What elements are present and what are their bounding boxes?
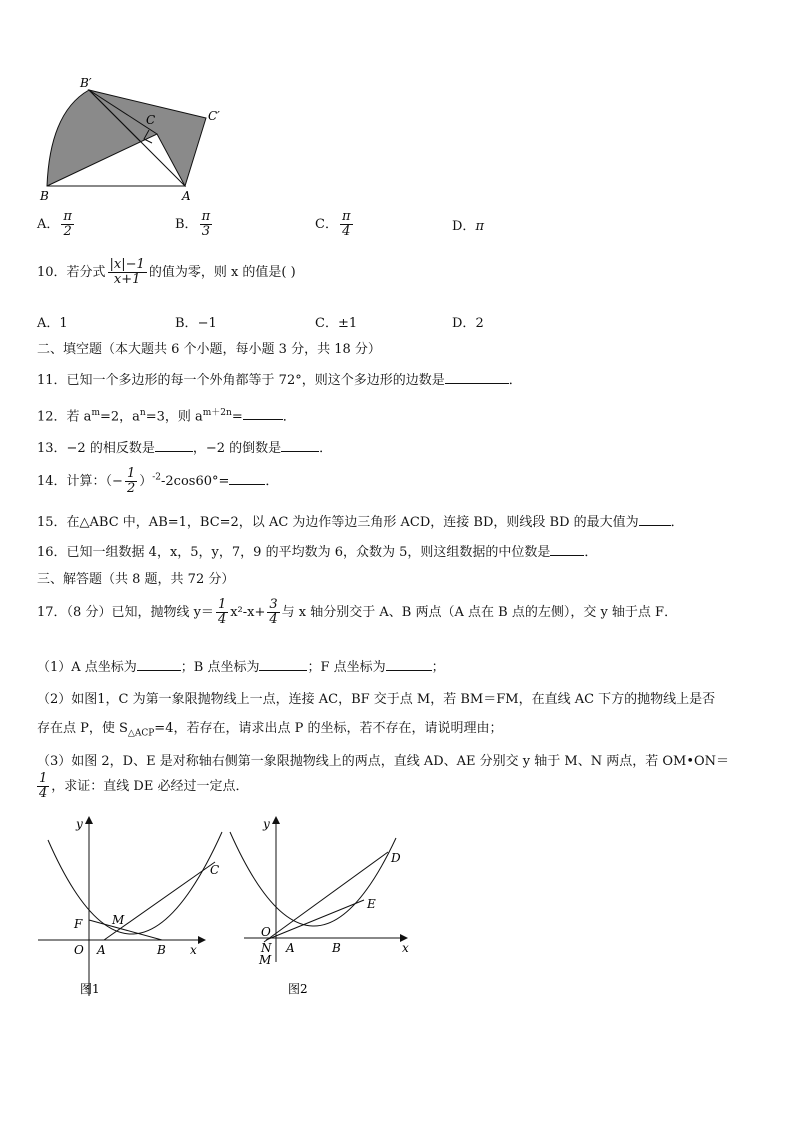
label-e: E bbox=[367, 897, 376, 911]
label-y: y bbox=[263, 817, 270, 831]
q10-option-b[interactable]: B．−1 bbox=[175, 316, 217, 331]
label-c: C bbox=[146, 113, 156, 127]
label-c: C bbox=[210, 863, 220, 877]
label-a: A bbox=[97, 943, 106, 957]
label-f: F bbox=[74, 917, 83, 931]
question-12: 12．若 $a^m=2$，$a^n=3$，则 $a^{m+2n}=$ ． bbox=[37, 408, 296, 425]
figure-2 bbox=[228, 812, 428, 1002]
q9-option-a[interactable]: A． $\frac{\pi}{2}$ bbox=[37, 209, 72, 239]
answer-blank[interactable] bbox=[386, 658, 432, 671]
figure-1-caption: 图1 bbox=[80, 982, 100, 996]
q10-option-a[interactable]: A．1 bbox=[37, 316, 68, 331]
label-o: O bbox=[261, 925, 271, 939]
question-17-part-3-line-2: $\frac{1}{4}$ ，求证：直线 DE 必经过一定点． bbox=[39, 771, 249, 801]
y-axis-arrow bbox=[272, 816, 280, 824]
question-17: 17．（8 分）已知，抛物线 y＝ $\frac{1}{4}$ x²-x+ $\frac{3}{4}$ 与 x 轴分别交于 A、B 两点（A 点在 B 点的左侧），交 y 轴于点 F． bbox=[37, 597, 678, 627]
question-13: 13．−2 的相反数是 ，−2 的倒数是 ． bbox=[37, 441, 333, 456]
label-o: O bbox=[74, 943, 84, 957]
q9-option-d[interactable]: D．π bbox=[452, 219, 484, 234]
figure-2-caption: 图2 bbox=[288, 982, 308, 996]
answer-blank[interactable] bbox=[137, 658, 181, 671]
answer-blank[interactable] bbox=[445, 371, 509, 384]
answer-blank[interactable] bbox=[639, 513, 671, 526]
question-11: 11．已知一个多边形的每一个外角都等于 72°，则这个多边形的边数是 ． bbox=[37, 373, 522, 388]
y-axis-arrow bbox=[85, 816, 93, 824]
label-y: y bbox=[76, 817, 83, 831]
label-m: M bbox=[112, 913, 125, 927]
question-17-part-3-line-1: （3）如图 2，D、E 是对称轴右侧第一象限抛物线上的两点，直线 AD、AE 分别交 y 轴于 M、N 两点，若 OM•ON＝ bbox=[37, 754, 730, 769]
label-a: A bbox=[286, 941, 295, 955]
label-b: B bbox=[40, 189, 49, 203]
figure-1 bbox=[30, 812, 230, 1002]
label-n: N bbox=[261, 941, 272, 955]
parabola bbox=[230, 832, 396, 926]
answer-blank[interactable] bbox=[229, 472, 265, 485]
question-17-part-2-line-2: 存在点 P，使 $S_{\triangle ACP}=4$，若存在，请求出点 P 的坐标，若不存在，请说明理由； bbox=[37, 721, 503, 739]
line-ae bbox=[266, 900, 364, 940]
question-16: 16．已知一组数据 4，x，5，y，7，9 的平均数为 6，众数为 5，则这组数据的中位数是 ． bbox=[37, 545, 598, 560]
label-b: B bbox=[332, 941, 341, 955]
label-a: A bbox=[182, 189, 191, 203]
section-3-title: 三、解答题（共 8 题，共 72 分） bbox=[37, 572, 235, 587]
question-14: 14．计算：（− $\frac{1}{2}$ ）$^{-2}$-2cos60°= ． bbox=[37, 466, 279, 496]
label-m: M bbox=[259, 953, 272, 967]
x-axis-arrow bbox=[198, 936, 206, 944]
question-17-part-1: （1）A 点坐标为 ；B 点坐标为 ；F 点坐标为 ； bbox=[37, 660, 445, 675]
question-10: 10．若分式 $\frac{|x|-1}{x+1}$ 的值为零，则 x 的值是( ) bbox=[37, 257, 296, 287]
answer-blank[interactable] bbox=[281, 439, 319, 452]
label-b-prime: B′ bbox=[80, 76, 92, 90]
section-2-title: 二、填空题（本大题共 6 个小题，每小题 3 分，共 18 分） bbox=[37, 342, 381, 357]
q9-option-c[interactable]: C． $\frac{\pi}{4}$ bbox=[315, 209, 351, 239]
answer-blank[interactable] bbox=[550, 543, 584, 556]
q9-option-b[interactable]: B． $\frac{\pi}{3}$ bbox=[175, 209, 211, 239]
question-15: 15．在△ABC 中，AB=1，BC=2，以 AC 为边作等边三角形 ACD，连接 BD，则线段 BD 的最大值为 ． bbox=[37, 515, 684, 530]
question-17-part-2-line-1: （2）如图1，C 为第一象限抛物线上一点，连接 AC，BF 交于点 M，若 BM＝FM，在直线 AC 下方的抛物线上是否 bbox=[37, 692, 716, 707]
label-c-prime: C′ bbox=[208, 109, 220, 123]
label-x: x bbox=[402, 941, 409, 955]
q10-option-d[interactable]: D．2 bbox=[452, 316, 484, 331]
line-bf bbox=[89, 920, 162, 940]
answer-blank[interactable] bbox=[259, 658, 307, 671]
q10-option-c[interactable]: C．±1 bbox=[315, 316, 358, 331]
label-d: D bbox=[391, 851, 401, 865]
answer-blank[interactable] bbox=[243, 407, 283, 420]
label-x: x bbox=[190, 943, 197, 957]
label-b: B bbox=[157, 943, 166, 957]
answer-blank[interactable] bbox=[155, 439, 193, 452]
q9-figure bbox=[30, 72, 230, 207]
